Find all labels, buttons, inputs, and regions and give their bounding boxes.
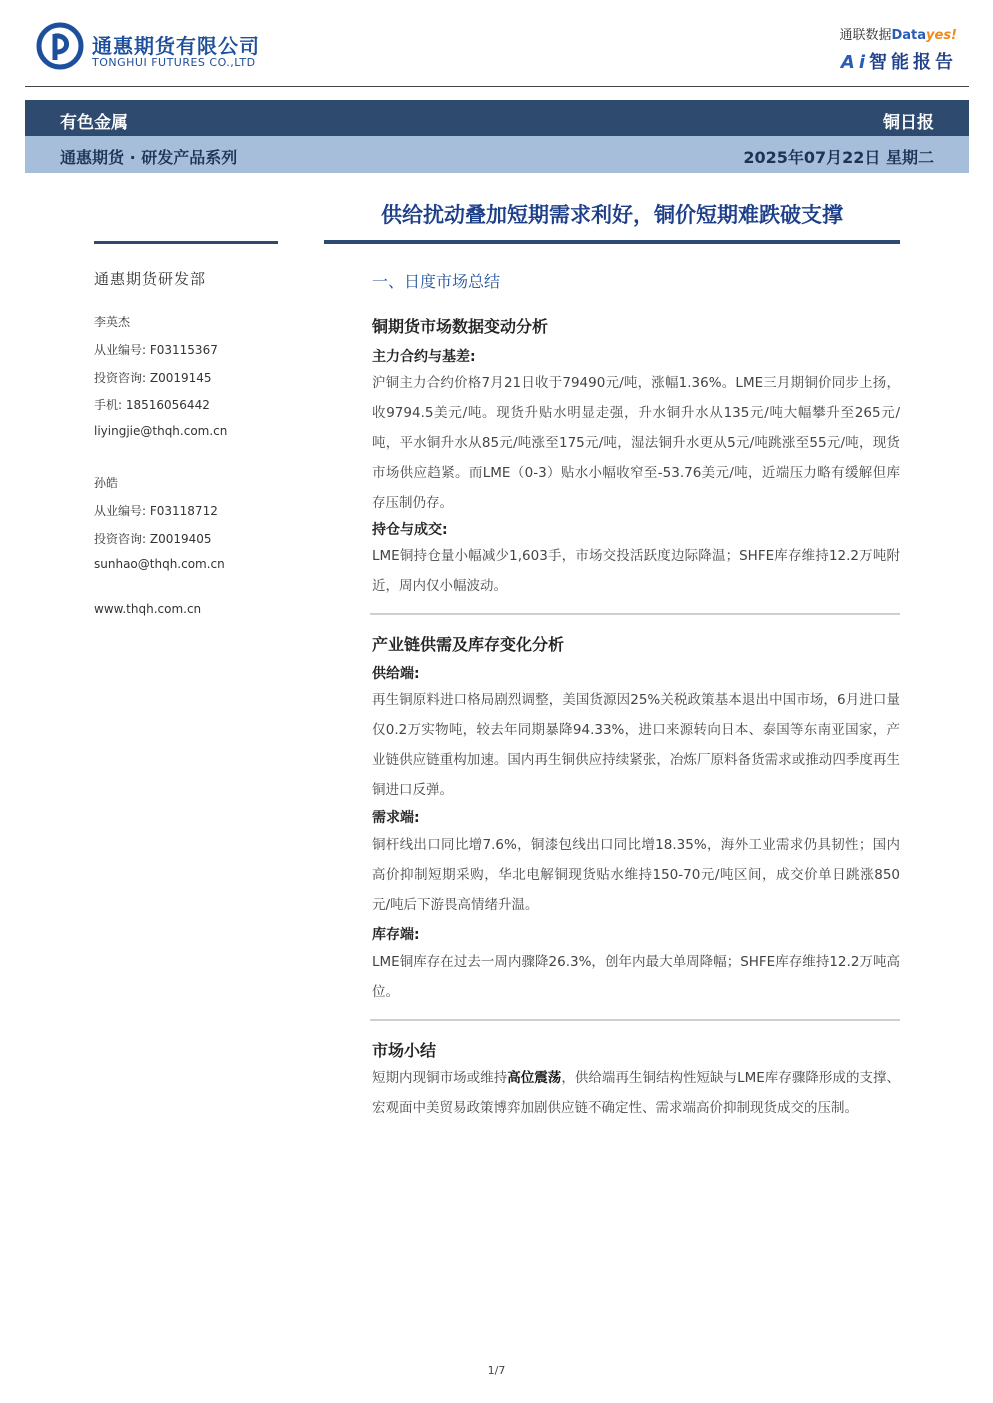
- series-bar: [25, 136, 969, 173]
- subsection-heading: 供给端:: [372, 666, 420, 682]
- summary-highlight: 高位震荡: [507, 1070, 562, 1086]
- section-divider: [370, 1019, 900, 1021]
- summary-paragraph: [372, 1063, 900, 1123]
- company-name-cn: 通惠期货有限公司: [92, 34, 260, 58]
- paragraph: 再生铜原料进口格局剧烈调整，美国货源因25%关税政策基本退出中国市场，6月进口量仅0.2万实物吨，较去年同期暴降94.33%，进口来源转向日本、泰国等东南亚国家，产业链供应链重构加速。国内再生铜供应持续紧张，冶炼厂原料备货需求或推动四季度再生铜进口反弹。: [372, 692, 900, 798]
- paragraph: LME铜库存在过去一周内骤降26.3%，创年内最大单周降幅；SHFE库存维持12.2万吨高位。: [372, 954, 900, 1000]
- analyst-email[interactable]: sunhao@thqh.com.cn: [94, 557, 225, 571]
- datayes-prefix: 通联数据: [839, 28, 892, 43]
- category-label: 有色金属: [60, 113, 128, 133]
- page-number: 1/7: [487, 1364, 506, 1377]
- analyst-license: 从业编号: F03118712: [94, 504, 218, 518]
- category-bar: [25, 100, 969, 136]
- report-type-label: 铜日报: [883, 113, 934, 133]
- paragraph: LME铜持仓量小幅减少1,603手，市场交投活跃度边际降温；SHFE库存维持12.2万吨附近，周内仅小幅波动。: [372, 548, 900, 594]
- report-label: 智能报告: [869, 52, 957, 73]
- datayes-data: Data: [891, 28, 927, 43]
- summary-text: ，供给端再生铜结构性短缺与LME库存骤降形成的支撑、宏观面中美贸易政策博弈加剧供应链不确定性、需求端高价抑制现货成交的压制。: [372, 1070, 901, 1116]
- sidebar-rule: [94, 241, 278, 244]
- paragraph: 沪铜主力合约价格7月21日收于79490元/吨，涨幅1.36%。LME三月期铜价同步上扬，收9794.5美元/吨。现货升贴水明显走强，升水铜升水从135元/吨大幅攀升至265元/吨，平水铜升水从85元/吨涨至175元/吨，湿法铜升水更从5元/吨跳涨至55元/吨，现货市场供应趋紧。而LME（0-3）贴水小幅收窄至-53.76美元/吨，近端压力略有缓解但库存压制仍存。: [372, 375, 900, 511]
- analyst-name: 李英杰: [94, 315, 131, 329]
- section-heading: 市场小结: [372, 1041, 437, 1060]
- report-date: 2025年07月22日 星期二: [743, 148, 934, 167]
- subsection-heading: 持仓与成交:: [372, 522, 448, 538]
- datayes-brand: [839, 24, 957, 43]
- subsection-heading: 主力合约与基差:: [372, 349, 476, 365]
- ai-report-label: [841, 48, 957, 74]
- header-divider: [25, 86, 969, 87]
- company-logo-icon: [36, 22, 84, 70]
- analyst-advisory: 投资咨询: Z0019145: [94, 371, 212, 385]
- report-title: 供给扰动叠加短期需求利好，铜价短期难跌破支撑: [381, 203, 843, 227]
- company-name-en: TONGHUI FUTURES CO.,LTD: [92, 56, 256, 69]
- section-divider: [370, 613, 900, 615]
- analyst-name: 孙皓: [94, 476, 119, 490]
- series-label: 通惠期货 · 研发产品系列: [60, 148, 238, 167]
- datayes-yes: yes!: [926, 28, 957, 43]
- section-title: 一、日度市场总结: [372, 272, 501, 291]
- summary-text: 短期内现铜市场或维持: [372, 1070, 508, 1086]
- subsection-heading: 库存端:: [372, 927, 420, 943]
- section-heading: 铜期货市场数据变动分析: [372, 317, 549, 336]
- paragraph: 铜杆线出口同比增7.6%，铜漆包线出口同比增18.35%，海外工业需求仍具韧性；国内高价抑制短期采购，华北电解铜现货贴水维持150-70元/吨区间，成交价单日跳涨850元/吨后下游畏高情绪升温。: [372, 837, 900, 913]
- subsection-heading: 需求端:: [372, 810, 420, 826]
- research-dept: 通惠期货研发部: [94, 270, 207, 288]
- analyst-license: 从业编号: F03115367: [94, 343, 218, 357]
- analyst-phone: 手机: 18516056442: [94, 398, 210, 412]
- analyst-email[interactable]: liyingjie@thqh.com.cn: [94, 424, 228, 438]
- company-website[interactable]: www.thqh.com.cn: [94, 602, 202, 616]
- ai-label: Ai: [840, 52, 869, 73]
- title-rule: [324, 240, 900, 244]
- section-heading: 产业链供需及库存变化分析: [372, 635, 565, 654]
- analyst-advisory: 投资咨询: Z0019405: [94, 532, 212, 546]
